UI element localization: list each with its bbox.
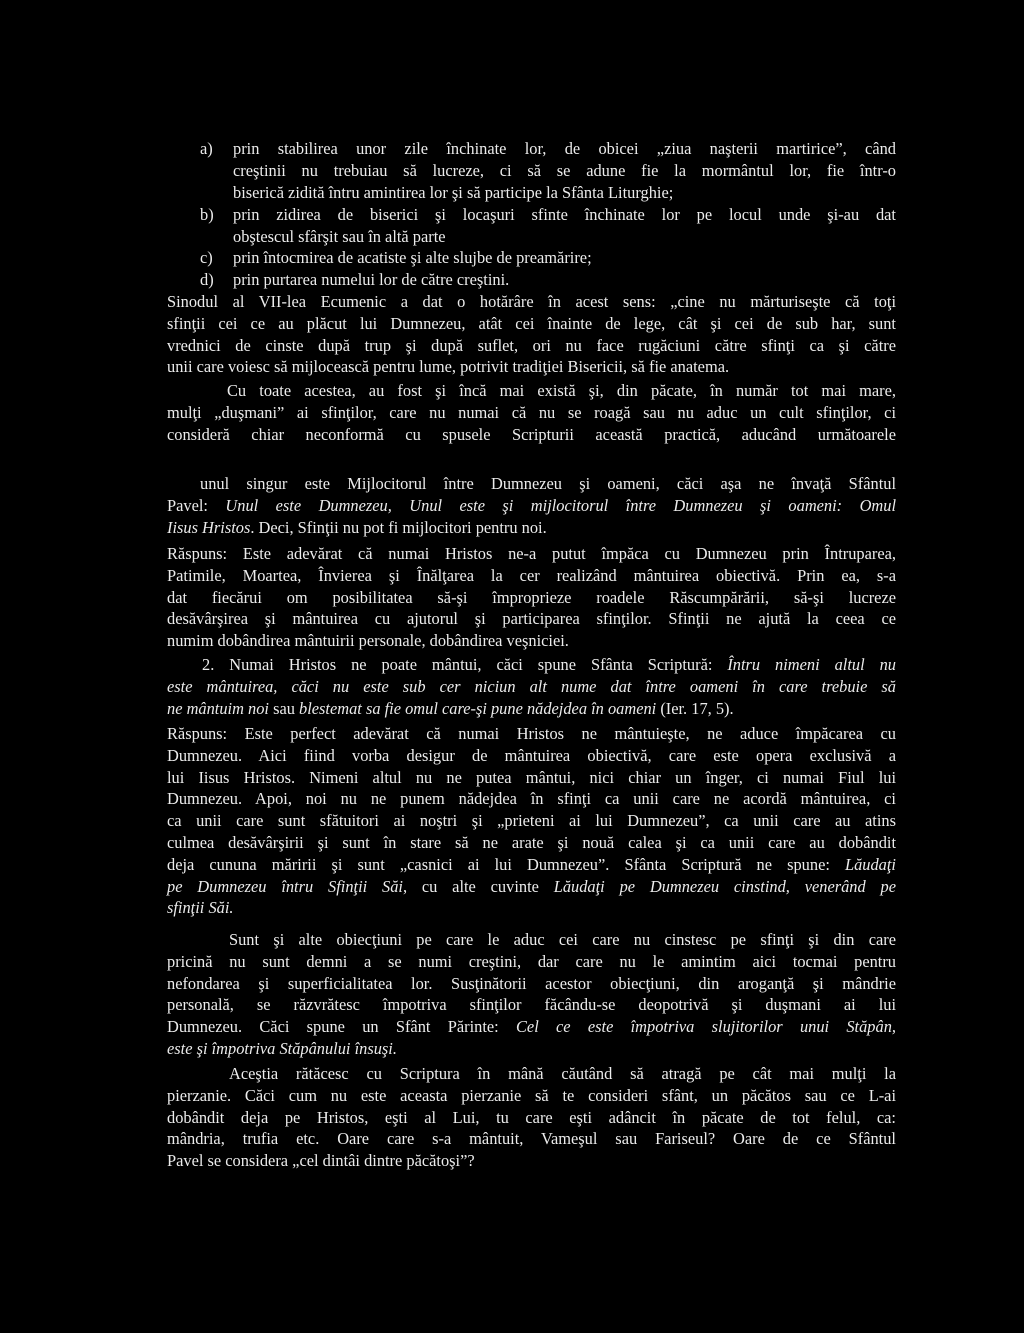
italic-quote: Iisus Hristos: [167, 517, 251, 537]
paragraph-synod: [167, 291, 896, 378]
paragraph-other-objections: [167, 929, 896, 1060]
text-run: . Deci, Sfinţii nu pot fi mijlocitori pentru noi.: [250, 517, 547, 537]
text-line: Sunt şi alte obiecţiuni pe care le aduc cei care nu cinstesc pe sfinţi şi din care: [229, 930, 896, 949]
text-line: numim dobândirea mântuirii personale, dobândirea veşniciei.: [167, 631, 569, 651]
text-line: pricină nu sunt demni a se numi creştini, dar care nu le amintim aici tocmai pentru: [167, 951, 896, 971]
list-item-b: [200, 204, 896, 248]
text-line: prin zidirea de biserici şi locaşuri sfinte închinate lor pe locul unde şi-au dat: [233, 205, 896, 224]
text-line: [167, 698, 896, 720]
text-line: culmea desăvârşirii şi sunt în stare să ne arate şi nouă calea şi ca unii care au dobândit: [167, 832, 896, 852]
text-line: Dumnezeu. Apoi, noi nu ne punem nădejdea în sfinţi ca unii care ne acordă mântuirea, ci: [167, 789, 896, 809]
paragraph-objection-2: [167, 654, 896, 719]
text-line: prin întocmirea de acatiste şi alte slujbe de preamărire;: [233, 248, 592, 267]
text-line: nefondarea şi superficialitatea lor. Susţinătorii acestor obiecţiuni, din aroganţă şi mândrie: [167, 973, 896, 993]
list-marker: b): [200, 205, 214, 224]
paragraph-final: [167, 1063, 896, 1172]
text-line: biserică zidită întru amintirea lor şi să participe la Sfânta Liturghie;: [233, 182, 674, 202]
italic-quote: pe Dumnezeu întru Sfinţii Săi: [167, 876, 403, 896]
text-line: prin stabilirea unor zile închinate lor, de obicei „ziua naşterii martirice”, când: [233, 139, 896, 158]
text-line: unii care voiesc să mijlocească pentru lume, potrivit tradiţiei Bisericii, să fie anatema.: [167, 357, 730, 377]
italic-quote: Lăudaţi: [844, 854, 896, 874]
italic-quote: este mântuirea, căci nu este sub cer niciun alt nume dat între oameni în care trebuie să: [167, 676, 896, 696]
text-line: dat fiecărui om posibilitatea să-şi împroprieze roadele Răscumpărării, să-şi lucreze: [167, 587, 896, 607]
text-line: [167, 876, 896, 898]
list-marker: c): [200, 248, 213, 267]
text-run: (Ier. 17, 5).: [656, 698, 734, 718]
text-line: creştinii nu trebuiau să lucreze, ci să se adune fie la mormântul lor, fie într-o: [233, 160, 896, 180]
text-line: sfinţii cei ce au plăcut lui Dumnezeu, atât cei înainte de lege, cât şi cei de sub har, sunt: [167, 313, 896, 333]
text-run: , cu alte cuvinte: [402, 876, 554, 896]
text-line: Dumnezeu. Aici fiind vorba desigur de mântuirea obiectivă, care este opera exclusivă a: [167, 745, 896, 765]
list-marker: d): [200, 270, 214, 289]
text-line: [167, 1016, 896, 1038]
text-line: prin purtarea numelui lor de către creştini.: [233, 270, 510, 289]
italic-quote: sfinţii Săi.: [167, 898, 234, 918]
list-item-c: [200, 247, 896, 269]
text-line: Aceştia rătăcesc cu Scriptura în mână căutând să atragă pe cât mai mulţi la: [229, 1064, 896, 1083]
text-line: [167, 495, 896, 517]
text-line: Pavel se considera „cel dintâi dintre păcătoşi”?: [167, 1151, 475, 1171]
list-item-d: [200, 269, 896, 291]
paragraph-answer-2: [167, 723, 896, 919]
text-line: Răspuns: Este perfect adevărat că numai Hristos ne mântuieşte, ne aduce împăcarea cu: [167, 724, 896, 743]
list-item-a: [200, 138, 896, 203]
text-line: [167, 517, 896, 539]
italic-quote: ne mântuim noi: [167, 698, 269, 718]
italic-quote: Unul este Dumnezeu, Unul este şi mijlocitorul între Dumnezeu şi oameni: Omul: [225, 495, 896, 515]
text-line: [167, 897, 896, 919]
italic-quote: este şi împotriva Stăpânului însuşi.: [167, 1038, 397, 1058]
text-line: mulţi „duşmani” ai sfinţilor, care nu numai că nu se roagă sau nu aduc un cult sfinţilor, ci: [167, 402, 896, 422]
italic-quote: Cel ce este împotriva slujitorilor unui Stăpân,: [516, 1017, 896, 1037]
text-run: Dumnezeu. Căci spune un Sfânt Părinte:: [167, 1017, 516, 1037]
text-line: mândria, trufia etc. Oare care s-a mântuit, Vameşul sau Fariseul? Oare de ce Sfântul: [167, 1129, 896, 1149]
text-run: sau: [268, 698, 300, 718]
text-line: [167, 676, 896, 698]
text-line: consideră chiar neconformă cu spusele Scripturii această practică, aducând următoarele: [167, 424, 896, 444]
text-run: Pavel:: [167, 495, 226, 515]
italic-quote: blestemat sa fie omul care-şi pune nădejdea în oameni: [299, 698, 657, 718]
text-line: unul singur este Mijlocitorul între Dumnezeu şi oameni, căci aşa ne învaţă Sfântul: [200, 474, 896, 493]
italic-quote: Întru nimeni altul nu: [727, 655, 896, 674]
italic-quote: Lăudaţi pe Dumnezeu cinstind, venerând pe: [553, 876, 896, 896]
text-line: Răspuns: Este adevărat că numai Hristos ne-a putut împăca cu Dumnezeu prin Întruparea,: [167, 544, 896, 563]
text-line: [167, 854, 896, 876]
text-line: desăvârşirea şi mântuirea cu ajutorul şi participarea sfinţilor. Sfinţii ne ajută la ceea ce: [167, 609, 896, 629]
text-line: Sinodul al VII-lea Ecumenic a dat o hotărâre în acest sens: „cine nu mărturiseşte că toţi: [167, 292, 896, 311]
text-line: dobândit deja pe Hristos, eşti al Lui, tu care eşti adâncit în păcate de tot felul, ca:: [167, 1107, 896, 1127]
text-line: vrednici de cinste după trup şi după suflet, ori nu face rugăciuni către sfinţi ca şi către: [167, 335, 896, 355]
text-line: Patimile, Moartea, Învierea şi Înălţarea la cer realizând mântuirea obiectivă. Prin ea, s-a: [167, 565, 896, 585]
text-line: obştescul sfârşit sau în altă parte: [233, 226, 446, 246]
text-line: lui Iisus Hristos. Nimeni altul nu ne putea mântui, nici chiar un înger, ci numai Fiul lui: [167, 767, 896, 787]
paragraph-mediator: [167, 473, 896, 538]
text-run: deja cununa măririi şi sunt „casnici ai lui Dumnezeu”. Sfânta Scriptură ne spune:: [167, 854, 845, 874]
list-marker: a): [200, 139, 213, 158]
paragraph-answer-1: [167, 543, 896, 652]
text-line: [167, 1038, 896, 1060]
paragraph-enemies: [167, 380, 896, 445]
text-line: Cu toate acestea, au fost şi încă mai există şi, din păcate, în număr tot mai mare,: [227, 381, 896, 400]
text-run: 2. Numai Hristos ne poate mântui, căci spune Sfânta Scriptură:: [202, 655, 728, 674]
text-line: [167, 654, 896, 676]
text-line: pierzanie. Căci cum nu este aceasta pierzanie să te consideri sfânt, un păcătos sau ce L-ai: [167, 1085, 896, 1105]
text-line: ca unii care sunt sfătuitori ai noştri şi „prieteni ai lui Dumnezeu”, ca unii care au atins: [167, 811, 896, 831]
text-line: personală, se răzvrătesc împotriva sfinţilor făcându-se deopotrivă şi duşmani ai lui: [167, 995, 896, 1015]
